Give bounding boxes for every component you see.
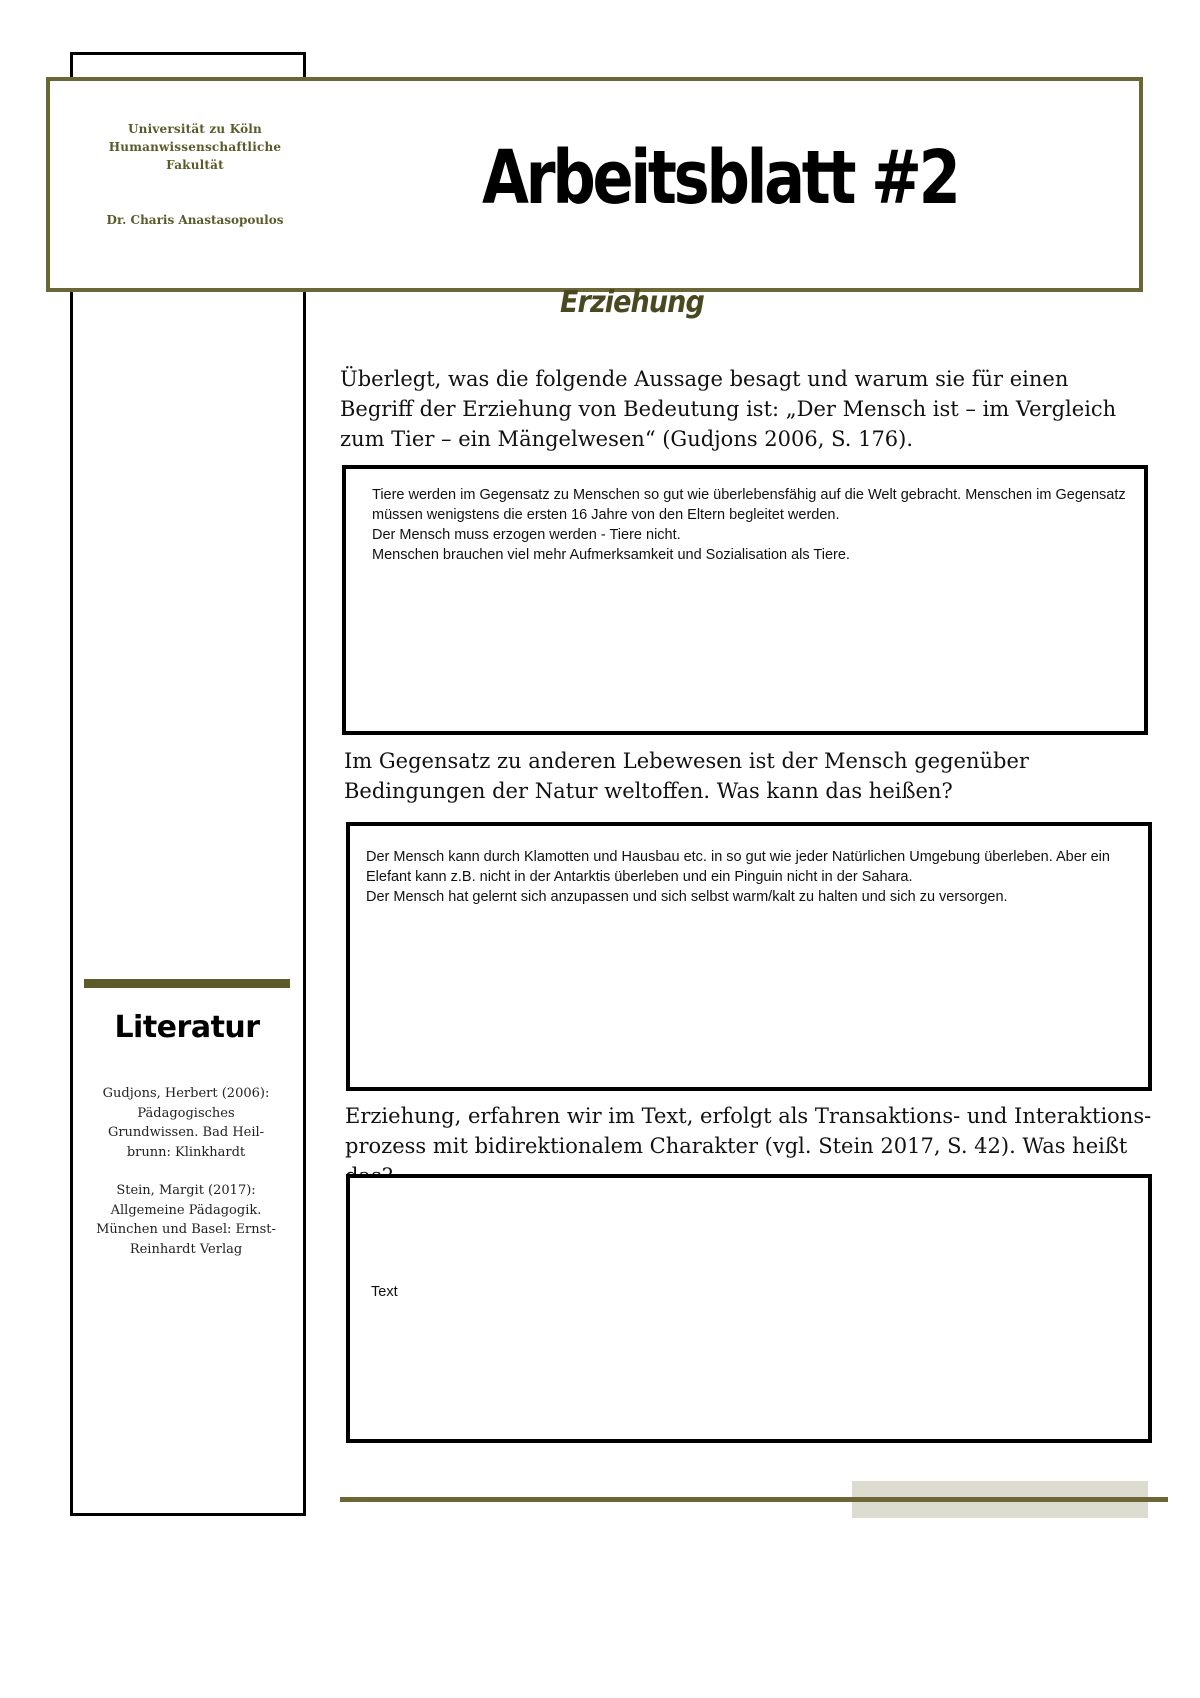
answer-2-text[interactable]: Der Mensch kann durch Klamotten und Hausbau etc. in so gut wie jeder Natürlichen Umgebung überleben. Aber ein Elefant kann z.B. nicht in der Antarktis überleben und ein Pinguin nicht in der Sahara. Der Mensch hat gelernt sich anzupassen und sich selbst warm/kalt zu halten und sich zu versorgen. — [366, 849, 1110, 905]
question-1-prompt: Überlegt, was die folgende Aussage besagt und warum sie für einen Begriff der Erziehung von Bedeutung ist: „Der Mensch ist – im Vergleich zum Tier – ein Mängelwesen“ (Gudjons 2006, S. 176). — [340, 367, 1117, 451]
header-box — [46, 77, 1143, 292]
question-2-prompt: Im Gegensatz zu anderen Lebewesen ist der Mensch gegenüber Bedingungen der Natur weltoffen. Was kann das heißen? — [344, 749, 1029, 803]
literature-entry-gudjons: Gudjons, Herbert (2006): Pädagogisches Grundwissen. Bad Heil-brunn: Klinkhardt — [102, 1086, 270, 1160]
question-3-prompt: Erziehung, erfahren wir im Text, erfolgt als Transaktions- und Interaktions-prozess mit bidirektionalem Charakter (vgl. Stein 2017, S. 42). Was heißt — [345, 1104, 1152, 1158]
literature-entry-stein: Stein, Margit (2017): Allgemeine Pädagogik. München und Basel: Ernst-Reinhardt Verlag — [96, 1183, 276, 1257]
page-title: Arbeitsblatt #2 — [482, 135, 958, 221]
literature-heading: Literatur — [114, 1010, 260, 1045]
answer-box-2[interactable] — [346, 822, 1152, 1091]
institution-name: Universität zu Köln Humanwissenschaftliche Fakultät — [108, 122, 282, 172]
answer-1-text[interactable]: Tiere werden im Gegensatz zu Menschen so gut wie überlebensfähig auf die Welt gebracht. Menschen im Gegensatz müssen wenigstens die ersten 16 Jahre von den Eltern begleitet werden. Der Mensch muss erzogen werden - Tiere nicht. Menschen brauchen viel mehr Aufmerksamkeit und Sozialisation als Tiere. — [372, 487, 1126, 563]
answer-box-1[interactable] — [342, 465, 1148, 735]
literature-divider — [84, 979, 290, 988]
footer-rule — [340, 1497, 1168, 1502]
answer-3-text[interactable]: Text — [371, 1284, 398, 1300]
page-subtitle: Erziehung — [560, 285, 704, 320]
answer-box-3[interactable] — [346, 1174, 1152, 1443]
author-name: Dr. Charis Anastasopoulos — [106, 213, 284, 227]
